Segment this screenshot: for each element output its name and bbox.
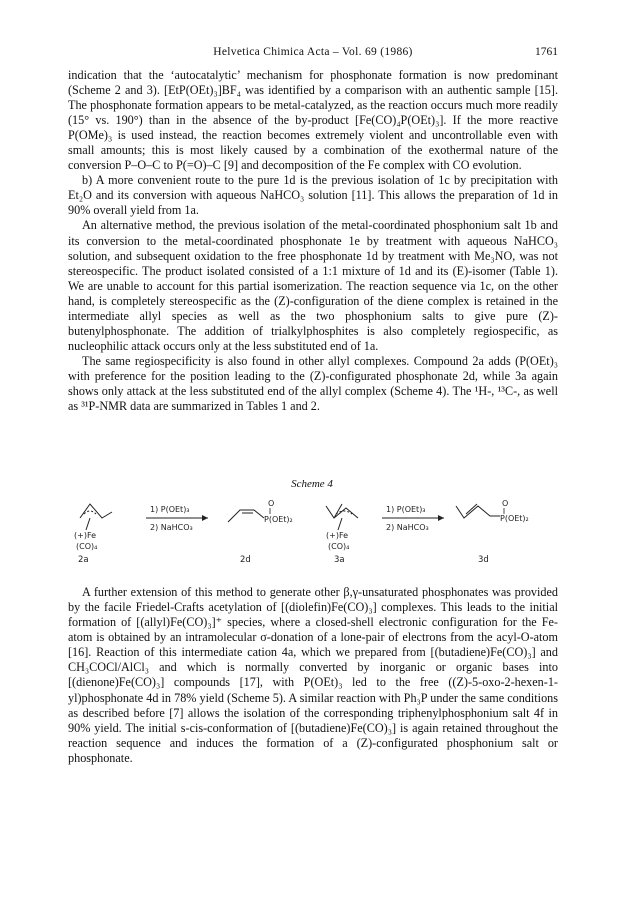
fe-label-2a: (+)Fe [74, 531, 97, 540]
scheme-title: Scheme 4 [291, 478, 333, 490]
compound-label-3d: 3d [478, 555, 489, 565]
reagent-step1-b: 1) P(OEt)₃ [386, 505, 426, 514]
compound-2d-structure [228, 510, 264, 522]
reagent-step2-b: 2) NaHCO₃ [386, 523, 429, 532]
compound-3d-structure [456, 504, 500, 518]
reagent-step2-a: 2) NaHCO₃ [150, 523, 193, 532]
oxygen-label-3d: O [502, 499, 509, 508]
paragraph-5: A further extension of this method to generate other β,γ-unsaturated phosphonates was provided by the facile Friedel-Crafts acetylation of [(diolefin)Fe(CO)₃] complexes. This leads to the initial formation of [(allyl)Fe(CO)₃]⁺ species, where a closed-shell electronic configuration for the Fe-atom is obtained by an intramolecular σ-donation of a lone-pair of electrons from the acyl-O-atom [16]. Reaction of this intermediate cation 4a, which we prepared from [(butadiene)Fe(CO)₃] and CH₃COCl/AlCl₃ and which is normally converted by inorganic or organic bases into [(dienone)Fe(CO)₃] compounds [17], with P(OEt)₃ led to the free ((Z)-5-oxo-2-hexen-1-yl)phosphonate 4d in 78% yield (Scheme 5). A similar reaction with Ph₃P under the same conditions as described before [7] allows the isolation of the corresponding triphenylphosphonium salt 4f in 90% yield. The initial s-cis-conformation of [(butadiene)Fe(CO)₃] is again retained throughout the reaction sequence and induces the formation of a (Z)-configurated phosphonium salt or phosphonate. [68, 585, 558, 765]
compound-label-2d: 2d [240, 555, 251, 565]
paragraph-3: An alternative method, the previous isolation of the metal-coordinated phosphonium salt 1b and its conversion to the metal-coordinated phosphonate 1e by treatment with aqueous NaHCO₃ solution, and subsequent oxidation to the free phosphonate 1d by treatment with Me₃NO, was not stereospecific. The product isolated consisted of a 1:1 mixture of 1d and its (E)-isomer (Table 1). We are unable to account for this partial isomerization. The reaction sequence via 1c, on the other hand, is completely stereospecific as the (Z)-configuration of the diene complex is retained in the intermediate allyl species as well as the two phosphonium salts to give pure (Z)-butenylphosphonate. The addition of trialkylphosphites is also completely regiospecific, as nucleophilic attack occurs only at the less substituted end of 1a. [68, 218, 558, 353]
paragraph-4: The same regiospecificity is also found in other allyl complexes. Compound 2a adds (P(OEt)₃ with preference for the position leading to the (Z)-configurated phosphonate 2d, while 3a again shows only attack at the less substituted end of the allyl complex (Scheme 4). The ¹H-, ¹³C-, as well as ³¹P-NMR data are summarized in Tables 1 and 2. [68, 353, 558, 414]
compound-label-2a: 2a [78, 555, 89, 565]
article-body-lower [68, 573, 558, 778]
compound-2a-structure [80, 504, 112, 530]
arrowhead-2 [438, 515, 444, 521]
scheme-4-diagram [68, 494, 558, 568]
page-number: 1761 [535, 46, 558, 58]
phosphonate-label-2d: P(OEt)₂ [264, 515, 293, 524]
co-label-2a: (CO)₄ [76, 542, 98, 551]
paragraph-2: b) A more convenient route to the pure 1d is the previous isolation of 1c by precipitation with Et₂O and its conversion with aqueous NaHCO₃ solution [11]. This allows the preparation of 1d in 90% overall yield from 1a. [68, 173, 558, 218]
reagent-step1-a: 1) P(OEt)₃ [150, 505, 190, 514]
article-body [68, 68, 558, 414]
journal-title: Helvetica Chimica Acta – Vol. 69 (1986) [213, 46, 413, 58]
compound-label-3a: 3a [334, 555, 345, 565]
arrowhead-1 [202, 515, 208, 521]
co-label-3a: (CO)₄ [328, 542, 350, 551]
compound-3a-structure [326, 504, 358, 530]
running-header [68, 46, 558, 62]
paragraph-1: indication that the ‘autocatalytic’ mechanism for phosphonate formation is now predominant (Scheme 2 and 3). [EtP(OEt)₃]BF₄ was identified by a comparison with an authentic sample [15]. The phosphonate formation appears to be metal-catalyzed, as the reaction occurs much more readily (15° vs. 190°) than in the absence of the by-product [Fe(CO)₄P(OEt)₃]. If the more reactive P(OMe)₃ is used instead, the reaction becomes extremely violent and uncontrollable even with small amounts; this is most likely caused by a combination of the exothermal nature of the conversion P–O–C to P(=O)–C [9] and decomposition of the Fe complex with CO evolution. [68, 68, 558, 173]
oxygen-label-2d: O [268, 499, 275, 508]
fe-label-3a: (+)Fe [326, 531, 349, 540]
phosphonate-label-3d: P(OEt)₂ [500, 514, 529, 523]
